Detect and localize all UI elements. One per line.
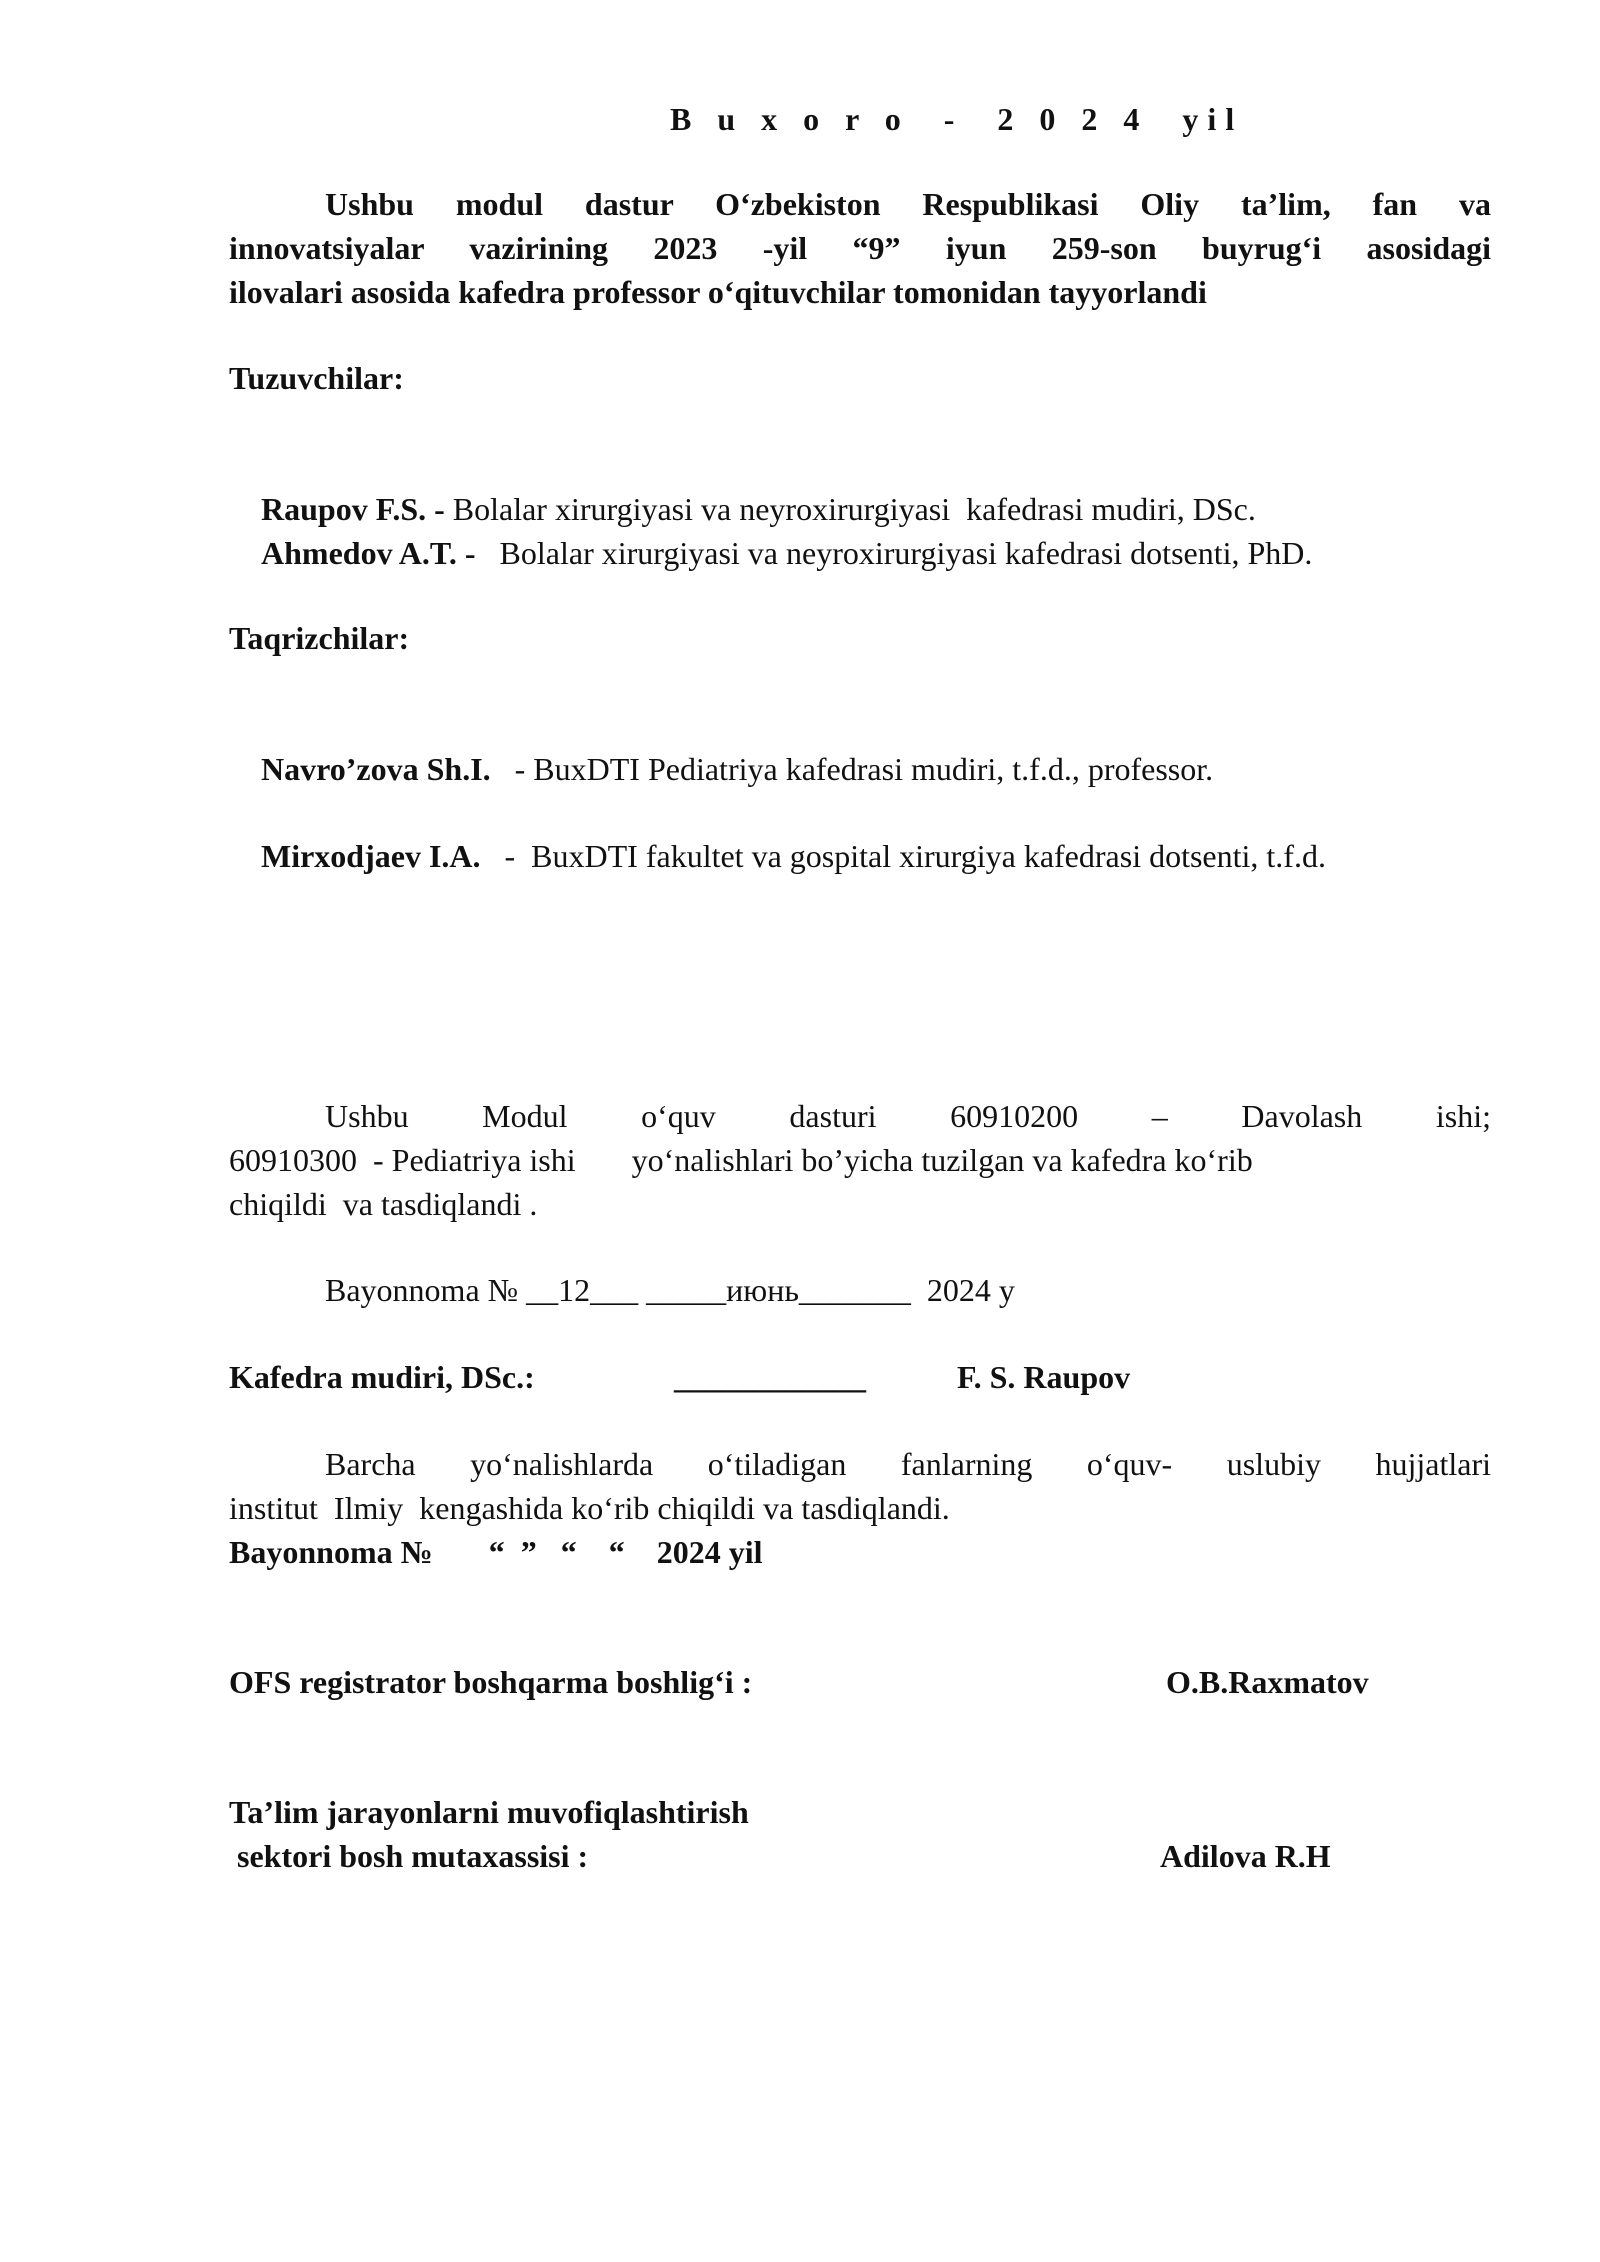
intro-line-1: Ushbu modul dastur O‘zbekiston Respublikasi Oliy ta’lim, fan va — [325, 186, 1491, 222]
compiler-role: Bolalar xirurgiyasi va neyroxirurgiyasi kafedrasi mudiri, DSc. — [444, 491, 1256, 527]
council-line-1: Barcha yo‘nalishlarda o‘tiladigan fanlarning o‘quv- uslubiy hujjatlari — [325, 1446, 1491, 1482]
head-of-department-label: Kafedra mudiri, DSc.: — [229, 1359, 535, 1395]
reviewer-role: - BuxDTI Pediatriya kafedrasi mudiri, t.f.d., professor. — [490, 751, 1214, 787]
department-protocol: Bayonnoma № __12___ _____июнь_______ 2024 y — [325, 1272, 1015, 1308]
reviewer-name: Navro’zova Sh.I. — [261, 751, 491, 787]
registrar-label: OFS registrator boshqarma boshlig‘i : — [229, 1664, 753, 1700]
sector-label-line-2: sektori bosh mutaxassisi : — [229, 1838, 589, 1874]
approval-line-1: Ushbu Modul o‘quv dasturi 60910200 – Davolash ishi; — [325, 1098, 1491, 1134]
intro-line-3: ilovalari asosida kafedra professor o‘qituvchilar tomonidan tayyorlandi — [229, 274, 1207, 310]
reviewer-role: - BuxDTI fakultet va gospital xirurgiya kafedrasi dotsenti, t.f.d. — [480, 838, 1326, 874]
reviewer-name: Mirxodjaev I.A. — [261, 838, 481, 874]
registrar-name: O.B.Raxmatov — [1166, 1664, 1369, 1700]
intro-line-2: innovatsiyalar vazirining 2023 -yil “9” iyun 259-son buyrug‘i asosidagi — [229, 230, 1491, 266]
reviewers-heading: Taqrizchilar: — [229, 620, 410, 656]
signature-line: ____________ — [674, 1359, 866, 1395]
approval-line-2: 60910300 - Pediatriya ishi yo‘nalishlari bo’yicha tuzilgan va kafedra ko‘rib — [229, 1142, 1253, 1178]
compiler-name: Ahmedov A.T. - — [261, 535, 476, 571]
sector-specialist-name: Adilova R.H — [1160, 1838, 1331, 1874]
compilers-heading: Tuzuvchilar: — [229, 360, 404, 396]
compiler-ahmedov — [229, 487, 1312, 619]
council-protocol: Bayonnoma № “ ” “ “ 2024 yil — [229, 1534, 763, 1570]
place-year-title: B u x o r o - 2 0 2 4 yil — [670, 101, 1244, 137]
sector-label-line-1: Ta’lim jarayonlarni muvofiqlashtirish — [229, 1794, 749, 1830]
compiler-role: Bolalar xirurgiyasi va neyroxirurgiyasi kafedrasi dotsenti, PhD. — [475, 535, 1313, 571]
head-of-department-name: F. S. Raupov — [957, 1359, 1131, 1395]
approval-line-3: chiqildi va tasdiqlandi . — [229, 1186, 538, 1222]
compiler-name: Raupov F.S. - — [261, 491, 445, 527]
council-line-2: institut Ilmiy kengashida ko‘rib chiqildi va tasdiqlandi. — [229, 1490, 950, 1526]
reviewer-mirxodjaev — [229, 790, 1326, 922]
